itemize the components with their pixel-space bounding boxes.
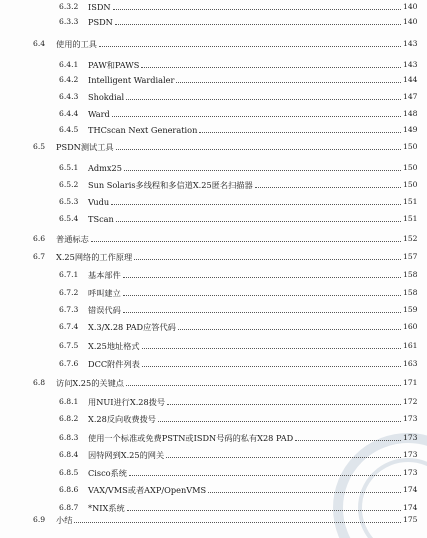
toc-entry-title: VAX/VMS或者AXP/OpenVMS bbox=[88, 485, 207, 495]
toc-entry[interactable] bbox=[0, 161, 427, 175]
dot-leader bbox=[141, 67, 401, 68]
toc-entry-page: 173 bbox=[403, 450, 418, 459]
dot-leader bbox=[199, 132, 401, 133]
toc-entry-page: 175 bbox=[403, 515, 418, 524]
dot-leader bbox=[134, 259, 401, 260]
toc-entry-title: X.3/X.28 PAD应答代码 bbox=[88, 322, 176, 332]
toc-entry-title: X.28反向收费拨号 bbox=[88, 414, 156, 424]
toc-entry-number: 6.5.3 bbox=[59, 197, 79, 206]
toc-entry-page: 163 bbox=[403, 359, 418, 368]
toc-entry-number: 6.7.2 bbox=[59, 288, 79, 297]
toc-entry-page: 144 bbox=[403, 75, 418, 84]
toc-entry[interactable] bbox=[0, 268, 427, 282]
toc-entry-page: 174 bbox=[403, 503, 418, 512]
dot-leader bbox=[74, 522, 401, 523]
toc-entry[interactable] bbox=[0, 513, 427, 527]
toc-entry-number: 6.3.2 bbox=[59, 2, 79, 11]
toc-entry-title: *NIX系统 bbox=[88, 503, 125, 513]
toc-entry-number: 6.4.2 bbox=[59, 75, 79, 84]
toc-entry-title: Admx25 bbox=[88, 163, 122, 173]
toc-entry-number: 6.4.5 bbox=[59, 125, 79, 134]
toc-entry-number: 6.8.2 bbox=[59, 414, 79, 423]
toc-entry-number: 6.8.4 bbox=[59, 450, 79, 459]
toc-entry[interactable] bbox=[0, 212, 427, 226]
dot-leader bbox=[295, 440, 401, 441]
toc-entry-page: 140 bbox=[403, 2, 418, 11]
toc-entry[interactable] bbox=[0, 431, 427, 445]
toc-entry-title: 使用一个标准或免费PSTN或ISDN号码的私有X28 PAD bbox=[88, 433, 294, 443]
toc-entry-title: 用NUI进行X.28拨号 bbox=[88, 397, 166, 407]
toc-entry[interactable] bbox=[0, 107, 427, 121]
toc-entry-number: 6.9 bbox=[33, 515, 46, 524]
toc-entry-title: 因特网到X.25的网关 bbox=[88, 450, 165, 460]
dot-leader bbox=[99, 46, 401, 47]
toc-entry-title: ISDN bbox=[88, 2, 111, 12]
toc-entry-number: 6.5.2 bbox=[59, 180, 79, 189]
toc-entry-number: 6.8.3 bbox=[59, 433, 79, 442]
toc-entry-title: 普通标志 bbox=[56, 234, 89, 244]
toc-entry-page: 151 bbox=[403, 214, 418, 223]
toc-entry-page: 173 bbox=[403, 468, 418, 477]
toc-entry-number: 6.7 bbox=[33, 252, 46, 261]
toc-entry-title: Intelligent Wardialer bbox=[88, 75, 175, 85]
toc-entry-page: 147 bbox=[403, 92, 418, 101]
dot-leader bbox=[178, 329, 401, 330]
toc-entry-number: 6.4 bbox=[33, 39, 46, 48]
toc-entry-page: 172 bbox=[403, 397, 418, 406]
toc-entry-number: 6.5 bbox=[33, 142, 46, 151]
toc-entry-page: 157 bbox=[403, 252, 418, 261]
toc-entry-page: 140 bbox=[403, 17, 418, 26]
toc-entry[interactable] bbox=[0, 15, 427, 29]
toc-entry-page: 152 bbox=[403, 234, 418, 243]
toc-entry-title: PSDN bbox=[88, 17, 113, 27]
toc-entry[interactable] bbox=[0, 339, 427, 353]
toc-entry-title: THCscan Next Generation bbox=[88, 125, 198, 135]
toc-entry-page: 160 bbox=[403, 322, 418, 331]
toc-entry-title: 小结 bbox=[56, 515, 73, 525]
toc-entry[interactable] bbox=[0, 58, 427, 72]
dot-leader bbox=[127, 510, 401, 511]
dot-leader bbox=[166, 457, 401, 458]
toc-entry[interactable] bbox=[0, 123, 427, 137]
toc-entry[interactable] bbox=[0, 286, 427, 300]
toc-entry-page: 148 bbox=[403, 109, 418, 118]
toc-entry-page: 161 bbox=[403, 341, 418, 350]
toc-entry-number: 6.4.1 bbox=[59, 60, 79, 69]
toc-entry[interactable] bbox=[0, 412, 427, 426]
dot-leader bbox=[142, 348, 401, 349]
toc-entry-page: 143 bbox=[403, 60, 418, 69]
toc-entry-page: 174 bbox=[403, 485, 418, 494]
toc-entry-title: 访问X.25的关键点 bbox=[56, 378, 124, 388]
toc-entry[interactable] bbox=[0, 448, 427, 462]
toc-entry[interactable] bbox=[0, 483, 427, 497]
toc-entry-page: 173 bbox=[403, 414, 418, 423]
toc-entry[interactable] bbox=[0, 376, 427, 390]
dot-leader bbox=[158, 421, 401, 422]
toc-entry-page: 159 bbox=[403, 305, 418, 314]
toc-entry-page: 150 bbox=[403, 163, 418, 172]
toc-entry-title: Shokdial bbox=[88, 92, 125, 102]
toc-entry-title: TScan bbox=[88, 214, 114, 224]
toc-entry-title: Cisco系统 bbox=[88, 468, 127, 478]
dot-leader bbox=[111, 204, 401, 205]
toc-entry-page: 143 bbox=[403, 39, 418, 48]
toc-entry[interactable] bbox=[0, 178, 427, 192]
toc-entry[interactable] bbox=[0, 303, 427, 317]
toc-entry[interactable] bbox=[0, 0, 427, 14]
dot-leader bbox=[126, 99, 401, 100]
toc-entry-page: 150 bbox=[403, 142, 418, 151]
dot-leader bbox=[126, 385, 401, 386]
toc-entry-number: 6.5.4 bbox=[59, 214, 79, 223]
dot-leader bbox=[167, 404, 401, 405]
toc-entry[interactable] bbox=[0, 466, 427, 480]
toc-entry-title: X.25网络的工作原理 bbox=[56, 252, 133, 262]
toc-entry-title: PAW和PAWS bbox=[88, 60, 140, 70]
dot-leader bbox=[112, 116, 401, 117]
dot-leader bbox=[113, 9, 401, 10]
toc-entry-number: 6.4.3 bbox=[59, 92, 79, 101]
dot-leader bbox=[115, 24, 401, 25]
dot-leader bbox=[116, 221, 401, 222]
toc-entry-number: 6.5.1 bbox=[59, 163, 79, 172]
toc-entry-page: 158 bbox=[403, 288, 418, 297]
dot-leader bbox=[208, 492, 401, 493]
toc-entry-page: 151 bbox=[403, 197, 418, 206]
toc-entry-title: 基本部件 bbox=[88, 270, 121, 280]
toc-entry-number: 6.7.1 bbox=[59, 270, 79, 279]
toc-entry-number: 6.7.4 bbox=[59, 322, 79, 331]
toc-entry[interactable] bbox=[0, 37, 427, 51]
toc-entry-page: 150 bbox=[403, 180, 418, 189]
toc-entry-title: PSDN测试工具 bbox=[56, 142, 114, 152]
toc-entry-number: 6.8.1 bbox=[59, 397, 79, 406]
toc-entry[interactable] bbox=[0, 73, 427, 87]
toc-entry-title: Vudu bbox=[88, 197, 110, 207]
dot-leader bbox=[123, 295, 401, 296]
toc-entry-number: 6.8.6 bbox=[59, 485, 79, 494]
toc-entry-title: 使用的工具 bbox=[56, 39, 97, 49]
dot-leader bbox=[124, 170, 401, 171]
toc-entry-number: 6.4.4 bbox=[59, 109, 79, 118]
toc-entry-title: Sun Solaris多线程和多信道X.25匿名扫描器 bbox=[88, 180, 253, 190]
toc-entry-title: X.25地址格式 bbox=[88, 341, 140, 351]
toc-entry-title: Ward bbox=[88, 109, 110, 119]
toc-entry[interactable] bbox=[0, 232, 427, 246]
toc-entry[interactable] bbox=[0, 140, 427, 154]
dot-leader bbox=[129, 475, 401, 476]
dot-leader bbox=[123, 312, 401, 313]
toc-entry[interactable] bbox=[0, 250, 427, 264]
dot-leader bbox=[116, 149, 401, 150]
toc-entry-title: 错误代码 bbox=[88, 305, 121, 315]
toc-entry-number: 6.8.7 bbox=[59, 503, 79, 512]
toc-entry-number: 6.7.3 bbox=[59, 305, 79, 314]
dot-leader bbox=[255, 187, 401, 188]
toc-entry[interactable] bbox=[0, 195, 427, 209]
toc-entry[interactable] bbox=[0, 90, 427, 104]
dot-leader bbox=[176, 82, 401, 83]
toc-entry-title: 呼叫建立 bbox=[88, 288, 121, 298]
toc-entry[interactable] bbox=[0, 357, 427, 371]
toc-entry-page: 173 bbox=[403, 433, 418, 442]
toc-entry[interactable] bbox=[0, 320, 427, 334]
toc-entry-number: 6.7.6 bbox=[59, 359, 79, 368]
toc-entry-page: 171 bbox=[403, 378, 418, 387]
toc-entry-number: 6.3.3 bbox=[59, 17, 79, 26]
toc-entry-page: 158 bbox=[403, 270, 418, 279]
toc-entry[interactable] bbox=[0, 395, 427, 409]
toc-entry-number: 6.6 bbox=[33, 234, 46, 243]
dot-leader bbox=[91, 241, 401, 242]
toc-entry-number: 6.7.5 bbox=[59, 341, 79, 350]
toc-entry-title: DCC附件列表 bbox=[88, 359, 140, 369]
toc-entry-page: 149 bbox=[403, 125, 418, 134]
toc-entry-number: 6.8 bbox=[33, 378, 46, 387]
dot-leader bbox=[123, 277, 401, 278]
toc-entry-number: 6.8.5 bbox=[59, 468, 79, 477]
dot-leader bbox=[142, 366, 401, 367]
